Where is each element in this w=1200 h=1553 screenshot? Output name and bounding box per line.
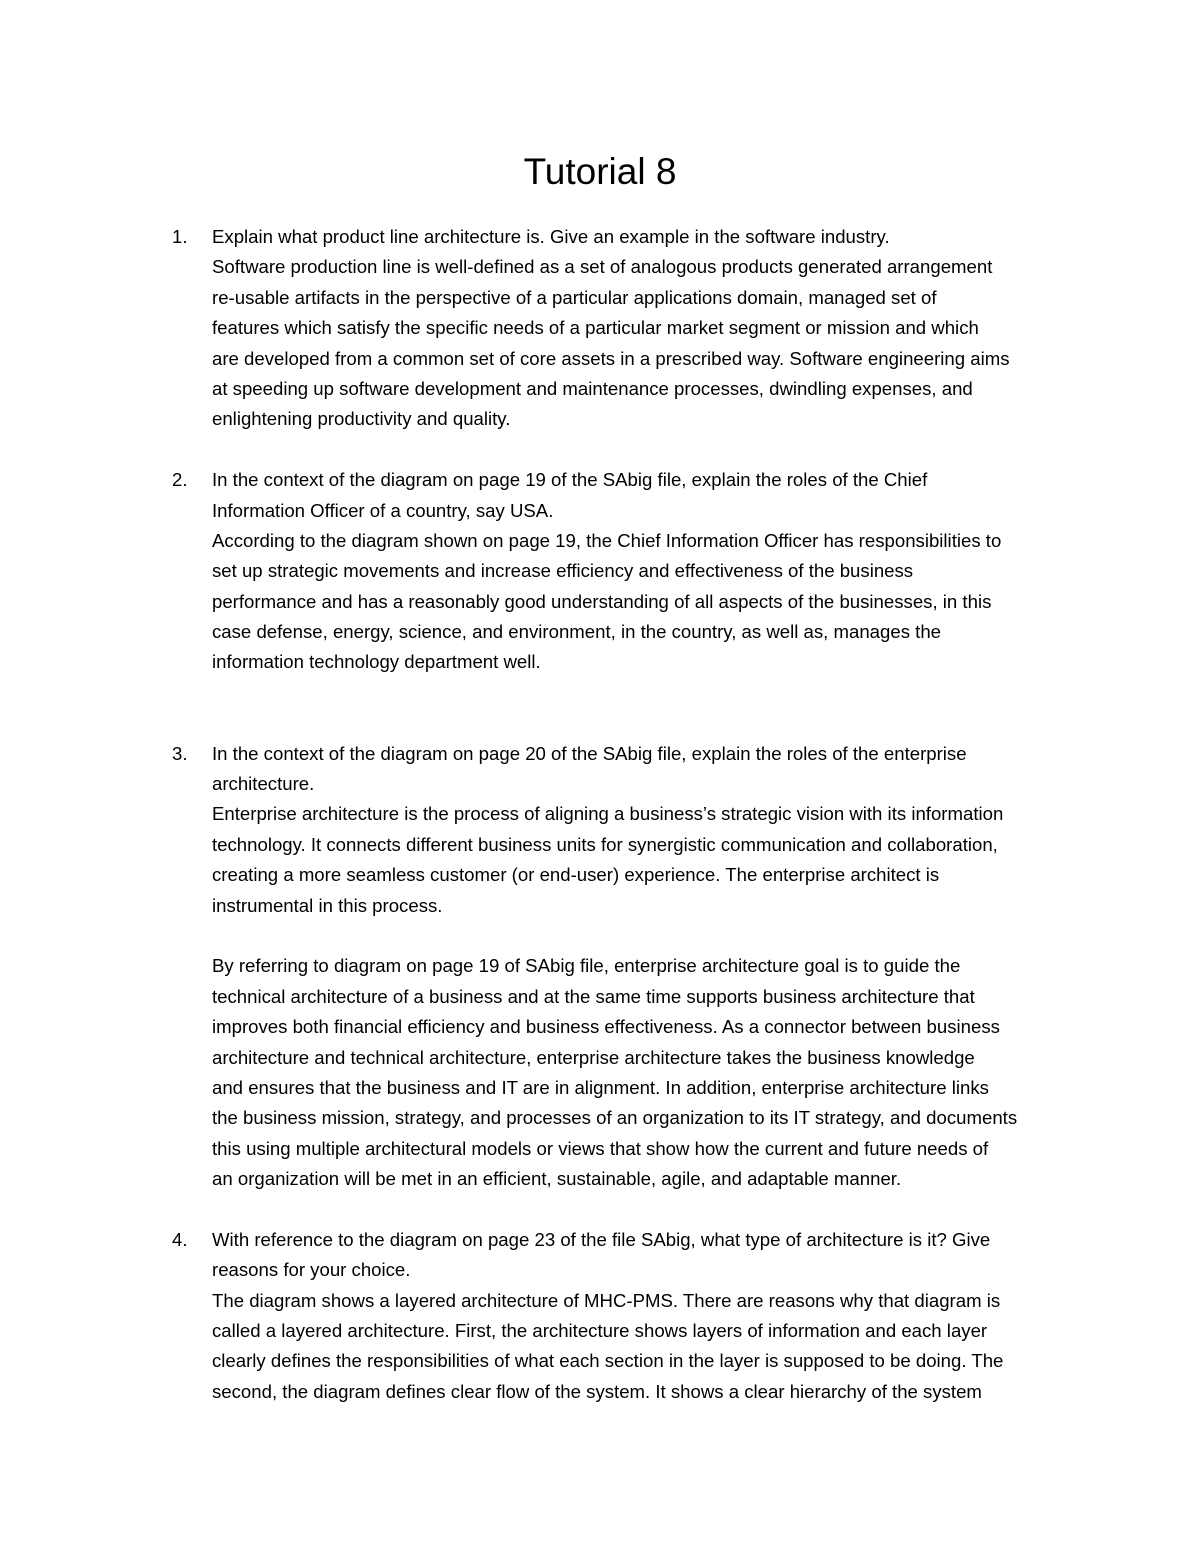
paragraph-gap [212,1195,1072,1225]
question-item-2 [172,465,1072,678]
answer-line: re-usable artifacts in the perspective of a particular applications domain, managed set of [212,286,937,308]
question-text: In the context of the diagram on page 20 of the SAbig file, explain the roles of the enterprise [212,742,967,764]
answer-line: set up strategic movements and increase efficiency and effectiveness of the business [212,560,914,582]
question-item-4 [172,1225,1072,1407]
question-list [172,222,1072,1407]
question-item-3 [172,739,1072,1195]
answer-line: an organization will be met in an efficient, sustainable, agile, and adaptable manner. [212,1168,902,1190]
paragraph-gap [212,435,1072,465]
answer-line: enlightening productivity and quality. [212,408,511,430]
answer-line: performance and has a reasonably good understanding of all aspects of the businesses, in this [212,590,992,612]
answer-line: case defense, energy, science, and environment, in the country, as well as, manages the [212,621,942,643]
document-title: Tutorial 8 [523,151,677,192]
answer-line: at speeding up software development and maintenance processes, dwindling expenses, and [212,377,973,399]
answer-line: Enterprise architecture is the process of aligning a business’s strategic vision with its information [212,803,1004,825]
answer-line: called a layered architecture. First, the architecture shows layers of information and each layer [212,1320,988,1342]
question-number: 3. [172,742,188,764]
answer-line: technical architecture of a business and at the same time supports business architecture that [212,985,975,1007]
question-text: reasons for your choice. [212,1259,411,1281]
answer-line: this using multiple architectural models or views that show how the current and future needs of [212,1137,989,1159]
question-number: 4. [172,1228,188,1250]
answer-line: clearly defines the responsibilities of what each section in the layer is supposed to be doing. The [212,1350,1004,1372]
answer-line: are developed from a common set of core assets in a prescribed way. Software engineering aims [212,347,1010,369]
answer-line: features which satisfy the specific needs of a particular market segment or mission and which [212,317,979,339]
answer-line: Software production line is well-defined as a set of analogous products generated arrangement [212,256,993,278]
question-item-1 [172,222,1072,435]
answer-line: According to the diagram shown on page 19, the Chief Information Officer has responsibilities to [212,529,1002,551]
question-text: Information Officer of a country, say USA. [212,499,554,521]
answer-line: information technology department well. [212,651,541,673]
question-text: Explain what product line architecture is. Give an example in the software industry. [212,226,890,247]
answer-line: improves both financial efficiency and business effectiveness. As a connector between business [212,1016,1000,1038]
question-number: 1. [172,226,188,247]
answer-line: The diagram shows a layered architecture of MHC-PMS. There are reasons why that diagram is [212,1289,1001,1311]
question-text: In the context of the diagram on page 19 of the SAbig file, explain the roles of the Chief [212,469,928,491]
paragraph-gap [212,708,1072,738]
answer-line: technology. It connects different business units for synergistic communication and collaboration, [212,833,998,855]
answer-line: instrumental in this process. [212,894,443,916]
question-number: 2. [172,469,188,491]
question-text: With reference to the diagram on page 23 of the file SAbig, what type of architecture is it? Give [212,1228,991,1250]
paragraph-gap [212,921,1072,951]
answer-line: architecture and technical architecture, enterprise architecture takes the business knowledge [212,1046,975,1068]
answer-line: second, the diagram defines clear flow of the system. It shows a clear hierarchy of the system [212,1380,982,1402]
answer-line: creating a more seamless customer (or end-user) experience. The enterprise architect is [212,864,940,886]
paragraph-gap [212,678,1072,708]
answer-line: the business mission, strategy, and processes of an organization to its IT strategy, and documents [212,1107,1018,1129]
answer-line: and ensures that the business and IT are in alignment. In addition, enterprise architecture links [212,1076,989,1098]
question-text: architecture. [212,773,315,795]
answer-line: By referring to diagram on page 19 of SAbig file, enterprise architecture goal is to guide the [212,955,961,977]
